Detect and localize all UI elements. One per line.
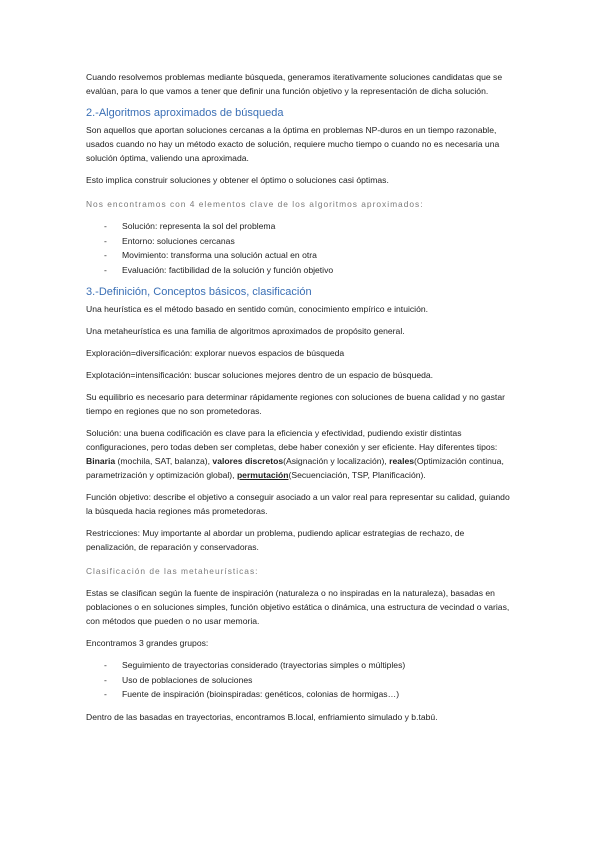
- clasificacion-subheading: Clasificación de las metaheurísticas:: [86, 566, 259, 576]
- funcion-objetivo-paragraph: Función objetivo: describe el objetivo a conseguir asociado a un valor real para representar su calidad, guiando la búsqueda hacia regiones más prometedoras.: [86, 492, 510, 516]
- section-2-paragraph-1: Son aquellos que aportan soluciones cercanas a la óptima en problemas NP-duros en un tiempo razonable, usados cuando no hay un método exacto de solución, requiere mucho tiempo o cuando no es necesaria una solución óptima, valiendo una aproximada.: [86, 125, 500, 163]
- dash-bullet: -: [104, 250, 107, 260]
- dash-bullet: -: [104, 689, 107, 699]
- groups-list: [86, 658, 516, 702]
- final-paragraph: Dentro de las basadas en trayectorias, encontramos B.local, enfriamiento simulado y b.tabú.: [86, 711, 438, 722]
- heuristica-paragraph: Una heurística es el método basado en sentido común, conocimiento empírico e intuición.: [86, 304, 429, 314]
- list-item: - Movimiento: transforma una solución actual en otra: [86, 248, 516, 263]
- equilibrio-paragraph: Su equilibrio es necesario para determinar rápidamente regiones con soluciones de buena calidad y no gastar tiempo en regiones que no son prometedoras.: [86, 392, 505, 416]
- exploracion-paragraph: Exploración=diversificación: explorar nuevos espacios de búsqueda: [86, 348, 345, 358]
- intro-paragraph: Cuando resolvemos problemas mediante búsqueda, generamos iterativamente soluciones candidatas que se evalúan, para lo que vamos a tener que definir una función objetivo y la representación de dicha solución.: [86, 72, 503, 96]
- key-elements-subheading: Nos encontramos con 4 elementos clave de los algoritmos aproximados:: [86, 199, 424, 209]
- list-item: - Seguimiento de trayectorias considerado (trayectorias simples o múltiples): [86, 658, 516, 673]
- dash-bullet: -: [104, 235, 107, 246]
- key-elements-list: [86, 219, 516, 277]
- clasificacion-paragraph: Estas se clasifican según la fuente de inspiración (naturaleza o no inspiradas en la naturaleza), basadas en poblaciones o en soluciones simples, función objetivo estática o dinámica, una estructura de vecindad o varias, con métodos que pueden o no usar memoria.: [86, 588, 510, 626]
- solucion-paragraph: Solución: una buena codificación es clave para la eficiencia y efectividad, pudiendo existir distintas configuraciones, pero todas deben ser completas, debe haber conexión y ser eficiente. Hay diferentes tipos: Binaria (mochila, SAT, balanza), valores discretos(Asignación y localización), reales(Optimización continua, parametrización y optimización global), permutación(Secuenciación, TSP, Planificación).: [86, 428, 504, 480]
- reales-term: reales: [389, 456, 415, 466]
- list-item: - Uso de poblaciones de soluciones: [86, 673, 516, 688]
- explotacion-paragraph: Explotación=intensificación: buscar soluciones mejores dentro de un espacio de búsqueda.: [86, 370, 434, 380]
- section-2-heading: 2.-Algoritmos aproximados de búsqueda: [86, 107, 284, 119]
- metaheuristica-paragraph: Una metaheurística es una familia de algoritmos aproximados de propósito general.: [86, 326, 405, 336]
- section-2-paragraph-2: Esto implica construir soluciones y obtener el óptimo o soluciones casi óptimas.: [86, 175, 389, 185]
- dash-bullet: -: [104, 660, 107, 670]
- grupos-paragraph: Encontramos 3 grandes grupos:: [86, 638, 209, 648]
- dash-bullet: -: [104, 221, 107, 231]
- dash-bullet: -: [104, 264, 107, 275]
- list-item: - Evaluación: factibilidad de la solución y función objetivo: [86, 263, 516, 278]
- section-3-heading: 3.-Definición, Conceptos básicos, clasificación: [86, 286, 312, 298]
- document-body: [86, 70, 516, 732]
- restricciones-paragraph: Restricciones: Muy importante al abordar un problema, pudiendo aplicar estrategias de rechazo, de penalización, de reparación y conservadoras.: [86, 528, 465, 552]
- list-item: - Fuente de inspiración (bioinspiradas: genéticos, colonias de hormigas…): [86, 687, 516, 702]
- dash-bullet: -: [104, 674, 107, 685]
- permutacion-term: permutación: [236, 470, 289, 480]
- binaria-term: Binaria: [86, 456, 116, 466]
- list-item: - Solución: representa la sol del problema: [86, 219, 516, 234]
- discretos-term: valores discretos: [212, 456, 284, 466]
- list-item: - Entorno: soluciones cercanas: [86, 234, 516, 249]
